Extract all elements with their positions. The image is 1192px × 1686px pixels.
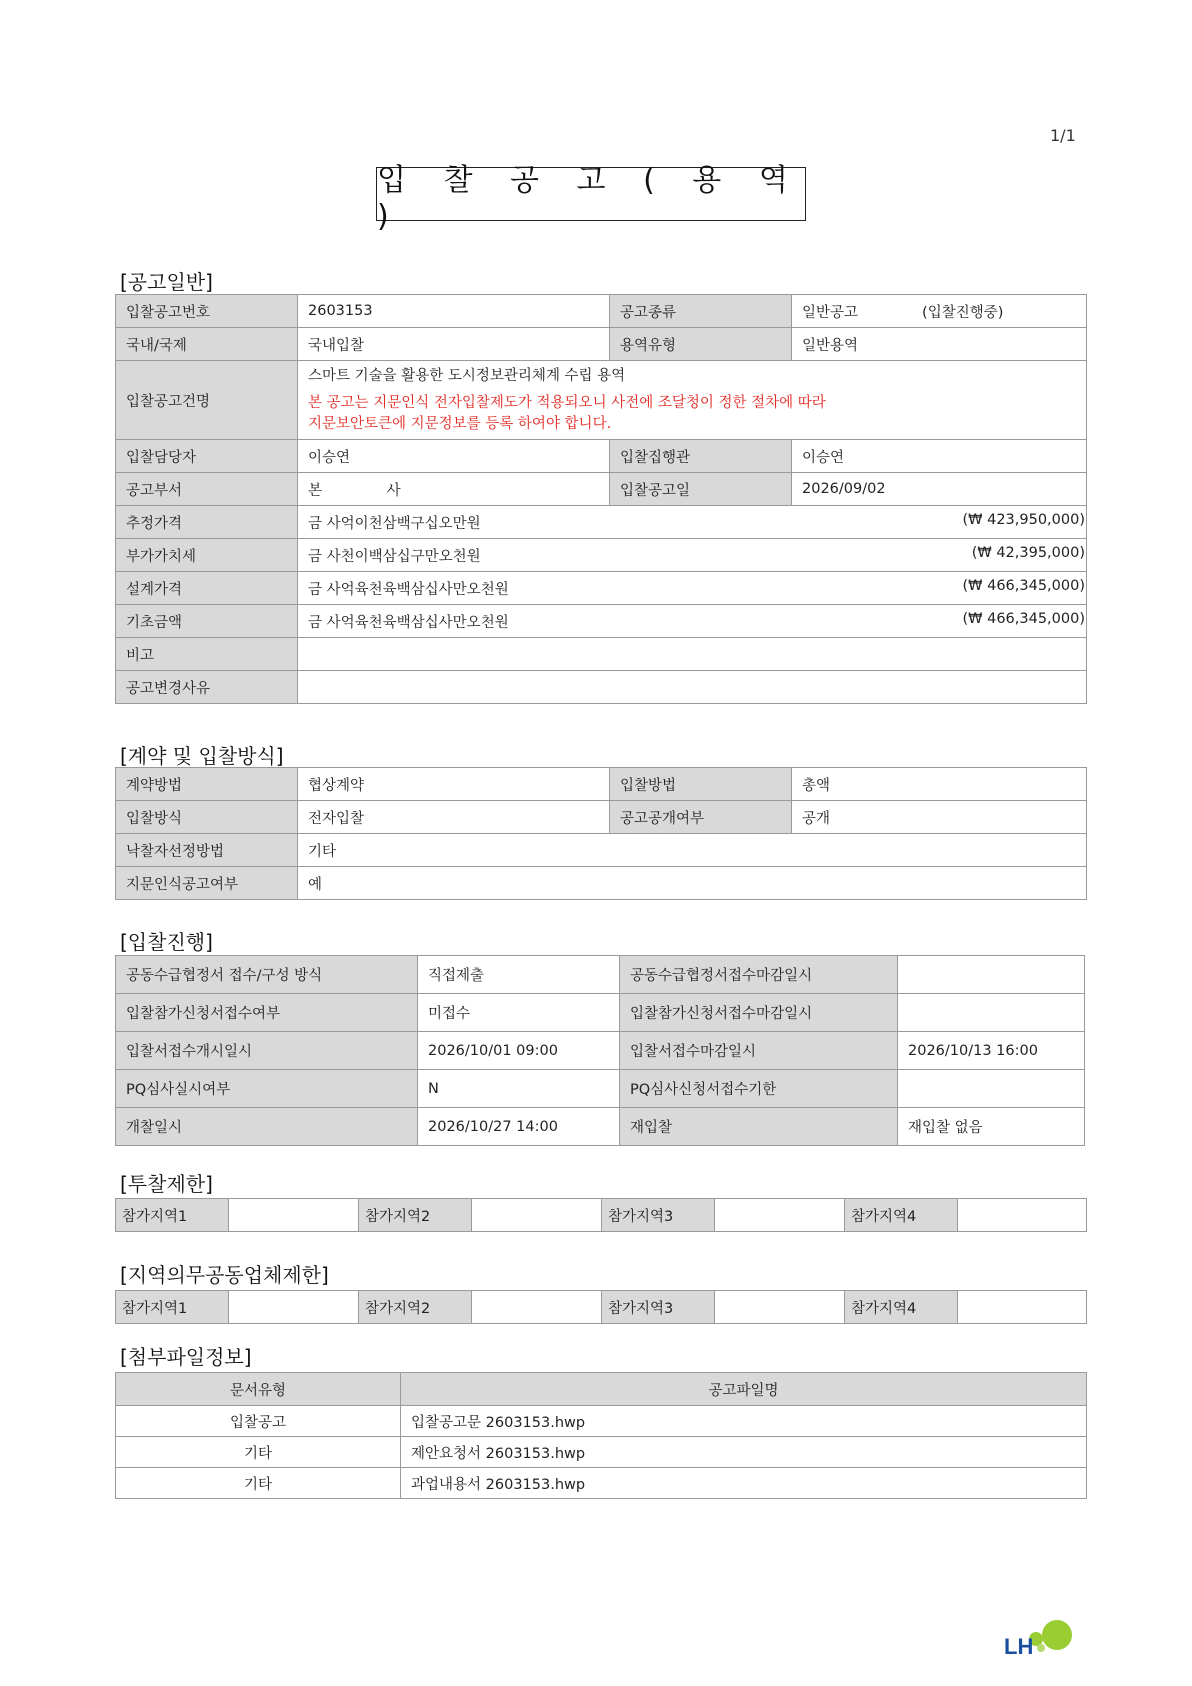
date-value: 2026/09/02 xyxy=(792,473,1087,506)
pq-value: N xyxy=(418,1070,620,1108)
table-row xyxy=(116,1070,1085,1108)
rebid-value: 재입찰 없음 xyxy=(898,1108,1085,1146)
restrict-region4-value xyxy=(958,1199,1087,1232)
logo-text: LH xyxy=(1004,1634,1034,1659)
general-table xyxy=(115,294,1087,704)
restrict-region2-value xyxy=(472,1199,602,1232)
open-label: 공고공개여부 xyxy=(610,801,792,834)
table-row xyxy=(116,638,1087,671)
joint-value: 직접제출 xyxy=(418,956,620,994)
start-value: 2026/10/01 09:00 xyxy=(418,1032,620,1070)
progress-table xyxy=(115,955,1085,1146)
table-row xyxy=(116,671,1087,704)
date-label: 입찰공고일 xyxy=(610,473,792,506)
restrict-table xyxy=(115,1198,1087,1232)
table-row xyxy=(116,473,1087,506)
file-link[interactable]: 입찰공고문 2603153.hwp xyxy=(401,1406,1087,1437)
design-amount: (₩ 466,345,000) xyxy=(962,577,1085,594)
table-row xyxy=(116,605,1087,638)
joint-label: 공동수급협정서 접수/구성 방식 xyxy=(116,956,418,994)
est-text: 금 사억이천삼백구십오만원 xyxy=(308,515,481,532)
start-label: 입찰서접수개시일시 xyxy=(116,1032,418,1070)
bid-method-label: 입찰방법 xyxy=(610,768,792,801)
table-row xyxy=(116,539,1087,572)
executor-value: 이승연 xyxy=(792,440,1087,473)
dept-value: 본 사 xyxy=(298,473,610,506)
files-table xyxy=(115,1372,1087,1499)
design-label: 설계가격 xyxy=(116,572,298,605)
name-label: 입찰공고건명 xyxy=(116,361,298,440)
regional-region2-label: 참가지역2 xyxy=(359,1291,472,1324)
domestic-value: 국내입찰 xyxy=(298,328,610,361)
regional-region2-value xyxy=(472,1291,602,1324)
table-row xyxy=(116,1406,1087,1437)
base-text: 금 사억육천육백삼십사만오천원 xyxy=(308,614,509,631)
table-row xyxy=(116,1108,1085,1146)
contract-method-label: 계약방법 xyxy=(116,768,298,801)
name-cell xyxy=(298,361,1087,440)
section-restrict-heading: [투찰제한] xyxy=(120,1172,213,1196)
bid-no-label: 입찰공고번호 xyxy=(116,295,298,328)
est-amount: (₩ 423,950,000) xyxy=(962,511,1085,528)
design-cell xyxy=(298,572,1087,605)
notice-status: (입찰진행중) xyxy=(922,304,1004,321)
vat-cell xyxy=(298,539,1087,572)
end-value: 2026/10/13 16:00 xyxy=(898,1032,1085,1070)
base-amount: (₩ 466,345,000) xyxy=(962,610,1085,627)
table-row xyxy=(116,295,1087,328)
table-row xyxy=(116,440,1087,473)
logo-dot-small xyxy=(1037,1644,1045,1652)
pq-label: PQ심사실시여부 xyxy=(116,1070,418,1108)
table-row xyxy=(116,867,1087,900)
table-row xyxy=(116,572,1087,605)
section-regional-heading: [지역의무공동업체제한] xyxy=(120,1263,329,1287)
bid-no-value: 2603153 xyxy=(298,295,610,328)
section-progress-heading: [입찰진행] xyxy=(120,930,213,954)
pq-deadline-label: PQ심사신청서접수기한 xyxy=(620,1070,898,1108)
table-row xyxy=(116,768,1087,801)
vat-label: 부가가치세 xyxy=(116,539,298,572)
table-row xyxy=(116,1468,1087,1499)
restrict-region1-value xyxy=(229,1199,359,1232)
notice-type-value: 일반공고 xyxy=(802,304,859,321)
regional-region4-label: 참가지역4 xyxy=(845,1291,958,1324)
manager-label: 입찰담당자 xyxy=(116,440,298,473)
bid-type-label: 입찰방식 xyxy=(116,801,298,834)
dept-label: 공고부서 xyxy=(116,473,298,506)
remark-label: 비고 xyxy=(116,638,298,671)
restrict-region3-label: 참가지역3 xyxy=(602,1199,715,1232)
vat-text: 금 사천이백삼십구만오천원 xyxy=(308,548,481,565)
regional-table xyxy=(115,1290,1087,1324)
end-label: 입찰서접수마감일시 xyxy=(620,1032,898,1070)
apply-deadline-label: 입찰참가신청서접수마감일시 xyxy=(620,994,898,1032)
restrict-region4-label: 참가지역4 xyxy=(845,1199,958,1232)
design-text: 금 사억육천육백삼십사만오천원 xyxy=(308,581,509,598)
bid-type-value: 전자입찰 xyxy=(298,801,610,834)
file-link[interactable]: 과업내용서 2603153.hwp xyxy=(401,1468,1087,1499)
restrict-region1-label: 참가지역1 xyxy=(116,1199,229,1232)
table-row xyxy=(116,1373,1087,1406)
table-row xyxy=(116,361,1087,440)
restrict-region3-value xyxy=(715,1199,845,1232)
regional-region3-value xyxy=(715,1291,845,1324)
table-row xyxy=(116,834,1087,867)
apply-label: 입찰참가신청서접수여부 xyxy=(116,994,418,1032)
open-value: 공개 xyxy=(792,801,1087,834)
manager-value: 이승연 xyxy=(298,440,610,473)
apply-value: 미접수 xyxy=(418,994,620,1032)
base-label: 기초금액 xyxy=(116,605,298,638)
files-col-name: 공고파일명 xyxy=(401,1373,1087,1406)
service-type-label: 용역유형 xyxy=(610,328,792,361)
file-type: 기타 xyxy=(116,1437,401,1468)
table-row xyxy=(116,1291,1087,1324)
files-col-type: 문서유형 xyxy=(116,1373,401,1406)
table-row xyxy=(116,994,1085,1032)
regional-region4-value xyxy=(958,1291,1087,1324)
logo-dot-large xyxy=(1042,1620,1072,1650)
opening-value: 2026/10/27 14:00 xyxy=(418,1108,620,1146)
document-title: 입 찰 공 고 ( 용 역 ) xyxy=(376,167,806,221)
rebid-label: 재입찰 xyxy=(620,1108,898,1146)
restrict-region2-label: 참가지역2 xyxy=(359,1199,472,1232)
table-row xyxy=(116,1199,1087,1232)
fingerprint-value: 예 xyxy=(298,867,1087,900)
change-value xyxy=(298,671,1087,704)
section-general-heading: [공고일반] xyxy=(120,270,213,294)
winner-value: 기타 xyxy=(298,834,1087,867)
opening-label: 개찰일시 xyxy=(116,1108,418,1146)
joint-deadline-value xyxy=(898,956,1085,994)
page-number: 1/1 xyxy=(1050,126,1076,145)
bid-name: 스마트 기술을 활용한 도시정보관리체계 수립 용역 xyxy=(308,367,626,384)
domestic-label: 국내/국제 xyxy=(116,328,298,361)
fingerprint-notice-line2: 지문보안토큰에 지문정보를 등록 하여야 합니다. xyxy=(308,415,612,432)
remark-value xyxy=(298,638,1087,671)
fingerprint-label: 지문인식공고여부 xyxy=(116,867,298,900)
lh-logo xyxy=(1004,1620,1074,1670)
pq-deadline-value xyxy=(898,1070,1085,1108)
regional-region1-value xyxy=(229,1291,359,1324)
est-cell xyxy=(298,506,1087,539)
section-files-heading: [첨부파일정보] xyxy=(120,1345,252,1369)
regional-region3-label: 참가지역3 xyxy=(602,1291,715,1324)
bid-method-value: 총액 xyxy=(792,768,1087,801)
file-type: 기타 xyxy=(116,1468,401,1499)
table-row xyxy=(116,328,1087,361)
file-type: 입찰공고 xyxy=(116,1406,401,1437)
contract-table xyxy=(115,767,1087,900)
file-link[interactable]: 제안요청서 2603153.hwp xyxy=(401,1437,1087,1468)
joint-deadline-label: 공동수급협정서접수마감일시 xyxy=(620,956,898,994)
notice-type-label: 공고종류 xyxy=(610,295,792,328)
change-label: 공고변경사유 xyxy=(116,671,298,704)
apply-deadline-value xyxy=(898,994,1085,1032)
table-row xyxy=(116,506,1087,539)
regional-region1-label: 참가지역1 xyxy=(116,1291,229,1324)
base-cell xyxy=(298,605,1087,638)
fingerprint-notice-line1: 본 공고는 지문인식 전자입찰제도가 적용되오니 사전에 조달청이 정한 절차에 따라 xyxy=(308,394,826,411)
table-row xyxy=(116,1032,1085,1070)
section-contract-heading: [계약 및 입찰방식] xyxy=(120,744,284,768)
winner-label: 낙찰자선정방법 xyxy=(116,834,298,867)
table-row xyxy=(116,956,1085,994)
executor-label: 입찰집행관 xyxy=(610,440,792,473)
notice-type-cell xyxy=(792,295,1087,328)
est-label: 추정가격 xyxy=(116,506,298,539)
table-row xyxy=(116,801,1087,834)
service-type-value: 일반용역 xyxy=(792,328,1087,361)
contract-method-value: 협상계약 xyxy=(298,768,610,801)
table-row xyxy=(116,1437,1087,1468)
vat-amount: (₩ 42,395,000) xyxy=(971,544,1085,561)
